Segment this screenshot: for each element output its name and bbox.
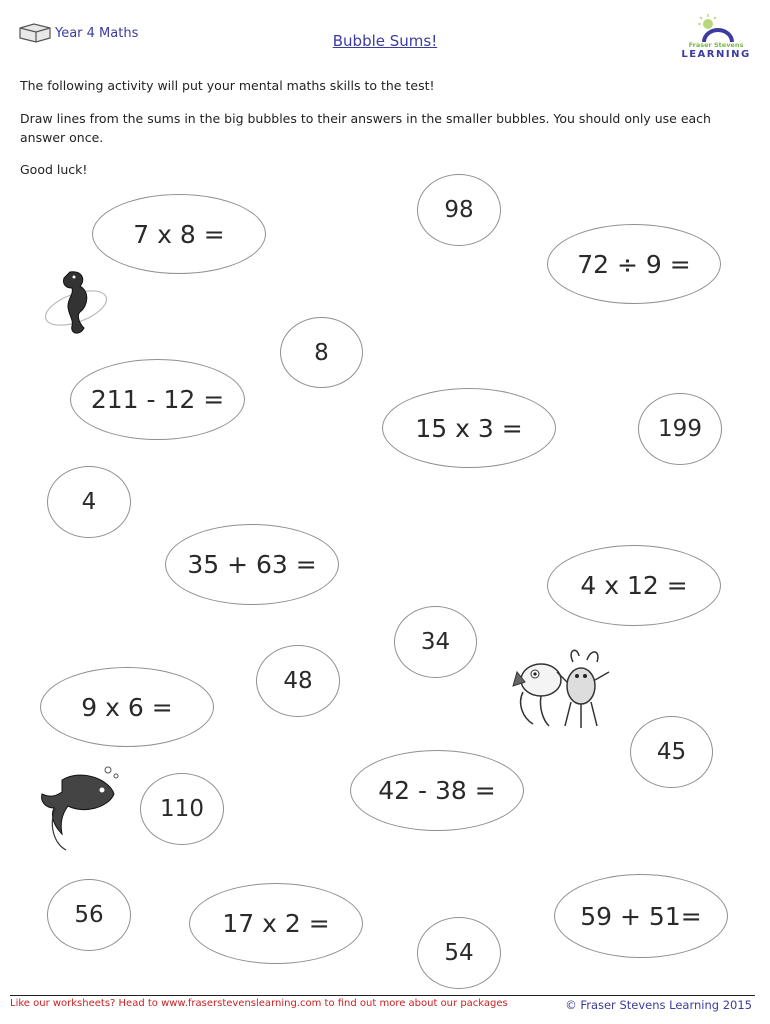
footer-divider (10, 995, 755, 996)
sum-text: 35 + 63 = (187, 550, 317, 579)
rainbow-logo-icon (676, 14, 756, 44)
page-title: Bubble Sums! (332, 32, 438, 50)
intro-line-1: The following activity will put your mental maths skills to the test! (20, 78, 435, 93)
sum-text: 15 x 3 = (415, 413, 523, 443)
sum-text: 9 x 6 = (81, 692, 173, 722)
brand-logo (676, 14, 756, 62)
sum-bubble[interactable] (70, 359, 245, 440)
answer-bubble[interactable] (47, 879, 131, 951)
answer-bubble[interactable] (630, 716, 713, 788)
answer-bubble[interactable] (394, 606, 477, 678)
answer-bubble[interactable] (280, 317, 363, 388)
fish-and-lobster-icon (503, 642, 613, 734)
answer-bubble[interactable] (417, 174, 501, 246)
sum-bubble[interactable] (92, 194, 266, 274)
sum-bubble[interactable] (40, 667, 214, 747)
sum-bubble[interactable] (554, 874, 728, 958)
intro-line-3: Good luck! (20, 162, 88, 177)
answer-bubble[interactable] (638, 393, 722, 465)
answer-text: 34 (420, 629, 451, 655)
sum-bubble[interactable] (547, 545, 721, 626)
answer-text: 54 (444, 940, 474, 966)
logo-text-top: Fraser Stevens (688, 41, 744, 49)
sum-text: 42 - 38 = (378, 776, 496, 805)
sum-bubble[interactable] (165, 524, 339, 605)
answer-text: 98 (444, 197, 474, 223)
sum-text: 17 x 2 = (222, 909, 330, 938)
answer-bubble[interactable] (140, 773, 224, 845)
answer-text: 199 (658, 416, 702, 442)
sum-text: 7 x 8 = (133, 219, 225, 249)
footer-promo-text: Like our worksheets? Head to www.fraserstevenslearning.com to find out more about our packages (10, 998, 508, 1009)
sum-text: 72 ÷ 9 = (577, 249, 691, 279)
seahorse-icon (40, 266, 112, 344)
intro-line-2: Draw lines from the sums in the big bubbles to their answers in the smaller bubbles. You should only use each answer once. (20, 111, 711, 145)
sum-bubble[interactable] (547, 224, 721, 304)
answer-bubble[interactable] (256, 645, 340, 717)
answer-text: 8 (314, 339, 329, 366)
sum-bubble[interactable] (189, 883, 363, 964)
answer-text: 45 (656, 739, 687, 765)
answer-text: 4 (81, 489, 97, 515)
sum-text: 59 + 51= (580, 901, 702, 931)
answer-text: 56 (74, 902, 104, 928)
sum-bubble[interactable] (350, 750, 524, 831)
goldfish-icon (38, 764, 122, 852)
answer-text: 48 (283, 668, 313, 694)
answer-text: 110 (160, 796, 204, 822)
sum-text: 4 x 12 = (580, 571, 688, 600)
footer-copyright: © Fraser Stevens Learning 2015 (565, 998, 752, 1012)
sum-text: 211 - 12 = (90, 385, 225, 414)
subject-label: Year 4 Maths (55, 26, 139, 41)
logo-text-bottom: LEARNING (681, 49, 751, 60)
answer-bubble[interactable] (417, 917, 501, 989)
answer-bubble[interactable] (47, 466, 131, 538)
sum-bubble[interactable] (382, 388, 556, 468)
